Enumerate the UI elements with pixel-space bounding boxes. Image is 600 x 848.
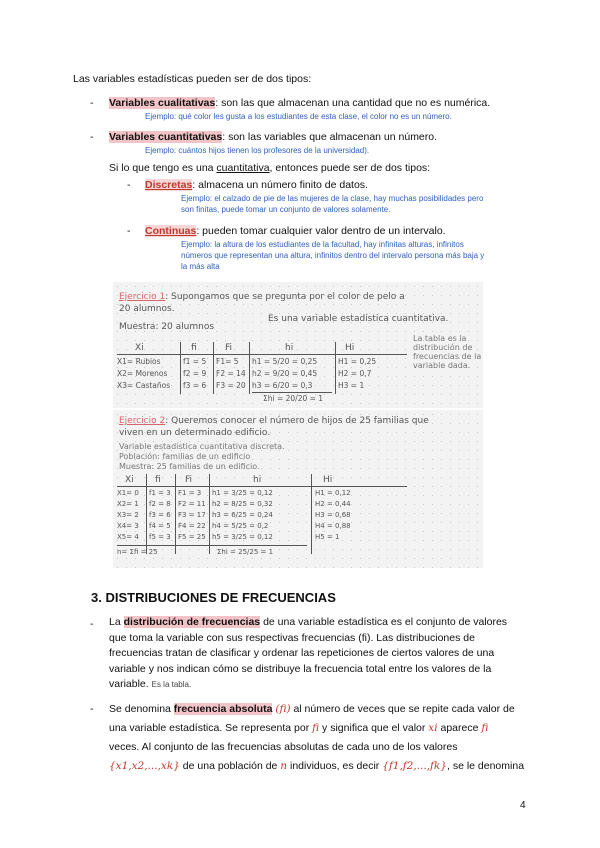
page-number: 4 xyxy=(520,800,526,811)
ej2-sum: Σhi = 25/25 = 1 xyxy=(217,548,274,556)
cuantitativas-example: Ejemplo: cuántos hijos tienen los profesores de la universidad). xyxy=(145,146,370,155)
discretas-example-2: son finitas, puede tomar un conjunto de valores solamente. xyxy=(181,205,391,214)
ej1-r3-c5: H3 = 1 xyxy=(338,381,365,390)
ej1-statement-2: 20 alumnos. xyxy=(119,304,175,314)
ej2-r3-c4: h3 = 6/25 = 0,24 xyxy=(212,511,273,519)
f-set: {f1,f2,...,fk} xyxy=(382,760,447,772)
ej2-h-Hi: Hi xyxy=(323,475,333,485)
ej2-r3-c3: F3 = 17 xyxy=(178,511,206,519)
ej1-side-2: distribución de xyxy=(413,343,473,352)
ej2-r1-c5: H1 = 0,12 xyxy=(315,489,351,497)
bullet-dash: - xyxy=(90,97,94,109)
ej2-r2-c5: H2 = 0,44 xyxy=(315,500,351,508)
ej1-h-Fi: Fi xyxy=(225,343,233,353)
bullet-dash: - xyxy=(90,131,94,143)
cuantitativas-line xyxy=(109,130,437,144)
ej2-l2: Población: familias de un edificio xyxy=(119,452,251,461)
distribucion-note: Es la tabla. xyxy=(151,680,192,689)
cualitativas-term: Variables cualitativas xyxy=(109,97,216,109)
ej1-r2-c4: h2 = 9/20 = 0,45 xyxy=(252,369,318,378)
ej1-r3-c3: F3 = 20 xyxy=(216,381,246,390)
ej2-r3-c2: f3 = 6 xyxy=(149,511,171,519)
ej1-r1-c5: H1 = 0,25 xyxy=(338,357,377,366)
ej2-r2-c4: h2 = 8/25 = 0,32 xyxy=(212,500,273,508)
x-set: {x1,x2,...,xk} xyxy=(109,760,180,772)
ej2-r5-c5: H5 = 1 xyxy=(315,533,340,541)
bullet-dash: - xyxy=(90,703,94,715)
bullet-dash: - xyxy=(127,225,131,237)
ej2-h-fi: fi xyxy=(155,475,161,485)
ej2-r4-c1: X4= 3 xyxy=(117,522,139,530)
continuas-line: Continuas: pueden tomar cualquier valor dentro de un intervalo. xyxy=(145,225,446,237)
ej1-sum: Σhi = 20/20 = 1 xyxy=(263,394,324,403)
ej1-r2-c1: X2= Morenos xyxy=(117,369,168,378)
ej2-r5-c3: F5 = 25 xyxy=(178,533,206,541)
cuantitativas-text: : son las variables que almacenan un número. xyxy=(222,131,438,143)
ej1-h-hi: hi xyxy=(285,343,294,353)
ej1-r2-c2: f2 = 9 xyxy=(183,369,207,378)
ej1-r3-c1: X3= Castaños xyxy=(117,381,171,390)
ej1-side-4: variable dada. xyxy=(413,361,471,370)
ej2-r3-c5: H3 = 0,68 xyxy=(315,511,351,519)
ej1-r2-c3: F2 = 14 xyxy=(216,369,246,378)
ej2-statement-1: Ejercicio 2: Queremos conocer el número de hijos de 25 familias que xyxy=(119,416,429,426)
ej1-r3-c4: h3 = 6/20 = 0,3 xyxy=(252,381,313,390)
ej1-h-xi: Xi xyxy=(135,343,144,353)
ej2-r2-c1: X2= 1 xyxy=(117,500,139,508)
ej1-r1-c2: f1 = 5 xyxy=(183,357,207,366)
ej2-r4-c5: H4 = 0,88 xyxy=(315,522,351,530)
ej1-statement-1: Ejercicio 1: Supongamos que se pregunta por el color de pelo a xyxy=(119,292,405,302)
ej1-r3-c2: f3 = 6 xyxy=(183,381,207,390)
cuantitativas-term: Variables cuantitativas xyxy=(109,131,223,143)
ej2-r4-c4: h4 = 5/25 = 0,2 xyxy=(212,522,269,530)
cualitativas-example: Ejemplo: qué color les gusta a los estudiantes de esta clase, el color no es un número. xyxy=(145,112,452,121)
distribucion-term: distribución de frecuencias xyxy=(123,616,261,628)
ej1-muestra: Muestra: 20 alumnos xyxy=(119,322,215,332)
sublead: Si lo que tengo es una cuantitativa, entonces puede ser de dos tipos: xyxy=(109,162,431,174)
distribucion-paragraph: La distribución de frecuencias de una variable estadística es el conjunto de valores que toma la variable con sus respectivas frecuencias (fi). Las distribuciones de frecuencias tratan de clasificar y ordenar las repeticiones de ciertos valores de una variable y nos indican cómo se distribuye la frecuencia total entre los valores de la variable. Es la tabla. xyxy=(109,616,508,690)
ej2-n: n= Σfi = 25 xyxy=(117,548,158,556)
continuas-example-1: Ejemplo: la altura de los estudiantes de la facultad, hay infinitas alturas, infinitos xyxy=(181,240,464,249)
ej2-r5-c2: f5 = 3 xyxy=(149,533,171,541)
ej1-note: Es una variable estadística cuantitativa. xyxy=(268,314,449,324)
ej1-r1-c4: h1 = 5/20 = 0,25 xyxy=(252,357,318,366)
fi-symbol: (fi) xyxy=(275,703,291,715)
ej2-h-xi: Xi xyxy=(125,475,134,485)
ej2-r4-c3: F4 = 22 xyxy=(178,522,206,530)
ej2-r5-c4: h5 = 3/25 = 0,12 xyxy=(212,533,273,541)
cualitativas-text: : son las que almacenan una cantidad que no es numérica. xyxy=(215,97,491,109)
ej1-r1-c1: X1= Rubios xyxy=(117,357,161,366)
ej2-r1-c1: X1= 0 xyxy=(117,489,139,497)
continuas-term: Continuas xyxy=(145,225,197,237)
ej1-h-fi: fi xyxy=(191,343,197,353)
ej2-h-Fi: Fi xyxy=(185,475,193,485)
ej2-r3-c1: X3= 2 xyxy=(117,511,139,519)
section-heading: 3. DISTRIBUCIONES DE FRECUENCIAS xyxy=(91,590,336,605)
ej2-r5-c1: X5= 4 xyxy=(117,533,139,541)
ej2-r1-c4: h1 = 3/25 = 0,12 xyxy=(212,489,273,497)
ej2-l1: Variable estadística cuantitativa discreta. xyxy=(119,442,285,451)
intro-text: Las variables estadísticas pueden ser de dos tipos: xyxy=(73,73,312,85)
ej2-r1-c2: f1 = 3 xyxy=(149,489,171,497)
ej2-r2-c3: F2 = 11 xyxy=(178,500,206,508)
ej1-r1-c3: F1= 5 xyxy=(216,357,239,366)
ej2-r4-c2: f4 = 5 xyxy=(149,522,171,530)
ej2-r1-c3: F1 = 3 xyxy=(178,489,202,497)
ej1-h-Hi: Hi xyxy=(345,343,355,353)
frecuencia-absoluta-term: frecuencia absoluta xyxy=(173,703,273,715)
discretas-example-1: Ejemplo: el calzado de pie de las mujeres de la clase, hay muchas posibilidades pero xyxy=(181,194,484,203)
exercise-1-notes xyxy=(113,282,483,408)
discretas-term: Discretas xyxy=(145,179,193,191)
continuas-example-2: números que representan una altura, infinitos dentro del intervalo persona más baja y xyxy=(181,251,485,260)
ej2-statement-2: viven en un determinado edificio. xyxy=(119,428,271,438)
exercise-2-notes xyxy=(113,410,483,568)
cualitativas-line xyxy=(109,96,490,110)
ej1-side-1: La tabla es la xyxy=(413,334,467,343)
ej1-side-3: frecuencias de la xyxy=(413,352,482,361)
bullet-dash: - xyxy=(90,618,94,630)
discretas-line: Discretas: almacena un número finito de datos. xyxy=(145,179,368,191)
ej2-h-hi: hi xyxy=(253,475,262,485)
ej1-r2-c5: H2 = 0,7 xyxy=(338,369,372,378)
continuas-example-3: la más alta xyxy=(181,262,220,271)
bullet-dash: - xyxy=(127,179,131,191)
frecuencia-absoluta-paragraph: Se denomina frecuencia absoluta (fi) al número de veces que se repite cada valor de una variable estadística. Se representa por fi y significa que el valor xi aparece fi veces. Al conjunto de las frecuencias absolutas de cada uno de los valores {x1,x2,...,xk} de una población de n individuos, es decir {f1,f2,...,fk}, se le denomina xyxy=(109,703,525,772)
ej2-l3: Muestra: 25 familias de un edificio. xyxy=(119,462,260,471)
ej2-r2-c2: f2 = 8 xyxy=(149,500,171,508)
